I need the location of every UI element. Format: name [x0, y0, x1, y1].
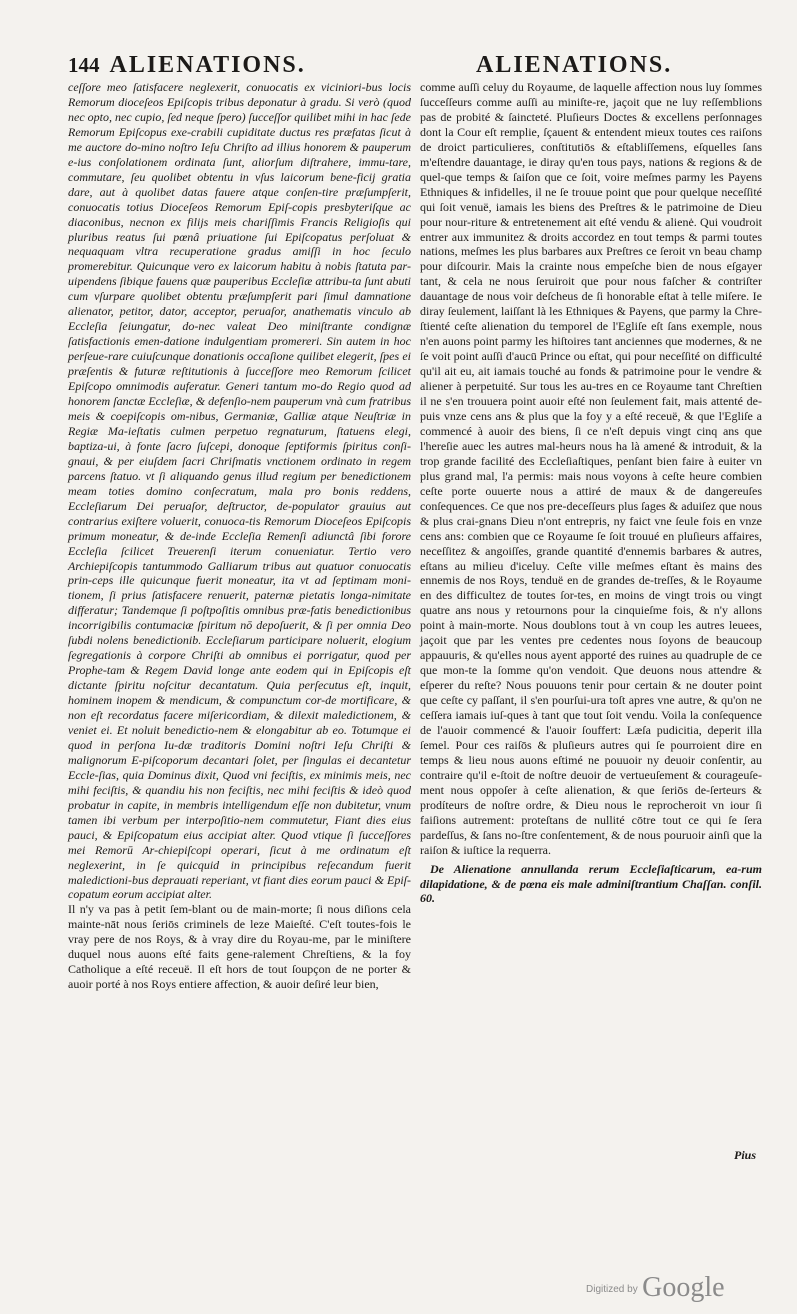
running-head-left-title: ALIENATIONS.: [109, 52, 306, 78]
right-column: [420, 80, 762, 906]
latin-charter-text: ceſſore meo ſatisfacere neglexerit, conuocatis ex viciniori-bus locis Remorum dioceſeos Epiſcopis tribus deponatur à gradu. Si verò (quod nec opto, nec cupio, ſed neque ſpero) ſucceſſor quilibet mihi in hac ſede Remorum Epiſcopus exe-crabili cupiditate ductus res præfatas ſicut à me auctore do-mino noſtro Ieſu Chriſto ad illius honorem & pauperum e-ius conſolationem ordinata ſunt, aliorſum diſtrahere, immu-tare, commutare, ſeu quolibet obtentu in vſus laicorum bene-ficij gratia dare, aut à quolibet datas fauere atque conſen-tire præſumpſerit, conuocatis totius Dioceſeos Remorum Epiſ-copis presbyteriſque ac diaconibus, necnon ex filijs meis chariſſimis Francis Religioſis qui pluribus reatus ſui pœnâ priuatione ſui Epiſcopatus perſoluat & nequaquam vltra recuperatione gradus amiſſi in hoc ſeculo promerebitur. Quicunque vero ex laicorum habitu à nobis ſtatuta par-uipendens ſibique fauens quæ pauperibus Eccleſiæ attribu-ta ſunt abuti cum vſurpare quolibet obtentu præſumpſerit pari ſimul damnatione alienator, petitor, dator, acceptor, peruaſor, anathematis vinculo ab Eccleſia ſeiungatur, do-nec valeat Deo miniſtrante condignæ ſatisfactionis emen-datione indulgentiam promereri. Sin autem in hoc perſeue-rare cuiuſcunque donationis occaſione quilibet elegerit, ſpes ei præſentis & futuræ reſtitutionis à ſucceſſore meo Remorum ſcilicet Epiſcopo omnimodis auferatur. Generi tantum mo-do Regio quod ad honorem ſanctæ Eccleſiæ, & defenſio-nem pauperum vnà cum fratribus meis & coepiſcopis om-nibus, Germaniæ, Galliæ atque Neuſtriæ in Regiæ Ma-ieſtatis culmen perpetuo regnaturum, ſtatuens elegi, baptiza-ui, à fonte ſacro ſuſcepi, donoque ſeptiformis ſpiritus conſi-gnaui, & per eiuſdem ſacri Chriſmatis vnctionem ordinato in regem parcens ſtatuo. vt ſi aliquando genus illud regium per benedictionem meam toties domino conſecratum, mala pro bonis reddens, Eccleſiarum Dei peruaſor, deſtructor, de-populator grauius aut contrarius exiſtere voluerit, conuoca-tis Remorum Dioceſeos Epiſcopis primum moneatur, & de-inde Eccleſia Remenſi adiunctâ ſibi forore Eccleſia ſcilicet Treuerenſi iterum conueniatur. Tertio vero Archiepiſcopis tantummodo Galliarum tribus aut quatuor conuocatis prin-ceps ille quicunque fuerit moneatur, ita vt ad ſeptimam moni-tionem, ſi prius ſatisfacere renuerit, paternæ pietatis longa-nimitate differatur; Tandemque ſi poſtpoſitis omnibus præ-fatis benedictionibus incorrigibilis contumaciæ ſpiritum nō depoſuerit, & ſi per omnia Deo ſubdi nolens benedictionib. Eccleſiarum participare noluerit, elogium ſegregationis à corpore Chriſti ab omnibus ei porrigatur, quod per Prophe-tam & Regem David longe ante eodem qui in Epiſcopis eſt dictante ſpiritu noſcitur decantatum. Quia perſecutus eſt, inquit, hominem inopem & mendicum, & compunctum cor-de mortificare, & non eſt recordatus facere miſericordiam, & dilexit maledictionem, & veniet ei. Et noluit benedictio-nem & elongabitur ab eo. Totumque ei quod in perſona Iu-dæ traditoris Domini noſtri Ieſu Chriſti & malignorum E-piſcoporum decantari ſolet, per ſingulas ei decantetur Eccle-ſias, quia Dominus dixit, Quod vni feciſtis, ex minimis meis, nec mihi feciſtis, & quandiu his non feciſtis, nec mihi feciſtis & ideò quod probatur in capite, in membris intelligendum eſſe non dubitetur, vnum tamen ibi verbum per interpoſitio-nem commutetur, Fiant dies eius pauci, & Epiſcopatum eius accipiat alter. Quod vtique ſi ſucceſſores mei Remorū Ar-chiepiſcopi operari, ſicut à me ordinatum eſt neglexerint, in ſe quicquid in principibus reſecandum fuerit maledictioni-bus deprauati reperiant, vt fiant dies eorum pauci & Epiſ-copatum eorum accipiat alter.: [68, 80, 411, 902]
side-note-reference: De Alienatione annullanda rerum Eccleſiaſticarum, ea-rum dilapidatione, & de pœna eis male adminiſtrantium Chaſſan. conſil. 60.: [420, 861, 762, 906]
french-commentary-right: comme auſſi celuy du Royaume, de laquelle affection nous luy ſommes ſucceſſeurs comme auſſi au miniſte-re, jaçoit que ne luy reſſemblions pas de probité & ſaincteté. Pluſieurs Doctes & excellens perſonnages dont la Cour eſt remplie, ſçauent & entendent mieux toutes ces raiſons de droict particulieres, conſtitutiōs & eſtabliſſemens, eſquelles ſans m'eſtendre dauantage, ie diray qu'en tous pays, nations & regions & de quel-que temps & ſaiſon que ce ſoit, voire meſmes parmy les Payens Ethniques & infidelles, il ne ſe trouue point que pour quelque neceſſité qui ſoit venuë, iamais les biens des Preſtres & le patrimoine de Dieu pour nour-riture & entretenement ait eſté vendu & alienė. Qui voudroit entrer aux immunitez & droits accordez en tout temps & parmi toutes nations, meſmes les plus barbares aux Preſtres ce ſeroit vn beau champ pour diſcourir. Mais la crainte nous empeſche bien de nous eſgayer tant, & cela ne nous ſeruiroit que pour nous faſcher & contriſter dauantage de nous voir deſcheus de ſi honorable eſtat à telle miſere. Ie diray ſeulement, laiſſant là les Ethniques & Payens, que parmy la Chre-ſtienté ceſte alienation du temporel de l'Egliſe eſt ſans exemple, nous n'en auons point parmy les hiſtoires tant anciennes que modernes, & ne ſe voit point auſſi d'aucū Prince ou eſtat, qui pour neceſſité on difficulté qu'il ait eu, ait iamais touché au fonds & patrimoine pour le vendre & aliener à perpetuité. Sur tous les au-tres en ce Royaume tant Chreſtien il ne s'en trouuera point auoir eſté non ſeulement fait, mais attenté de-puis vnze cens ans & plus que la foy y a eſté receuë, & que l'Egliſe a commencé à auoir des biens, ſi ce n'eſt depuis vingt cinq ans que l'hereſie auec les autres mal-heurs nous ha là amené & introduit, & la trop grande facilité des Eccleſiaſtiques, penſant bien faire à euiter vn plus grand mal, l'a permis: mais nous voyons à ceſte heure combien ceſte porte ouuerte nous a attiré de maux & de dangereuſes conſequences. Ce que nos pre-deceſſeurs plus ſages & aduiſez que nous & plus crai-gnans Dieu n'ont entrepris, ny faict vne ſeule fois en vnze cens ans: combien que ce Royaume ſe ſoit trouué en pluſieurs affaires, neceſſitez & angoiſſes, grande quantité d'ennemis barbares & autres, eſtans au milieu d'iceluy. Ceſte ville meſmes eſtant ès mains des ennemis de nos Roys, tenduë en de grandes de-treſſes, & le Royaume en des difficultez de toutes ſor-tes, en moins de vingt trois ou vingt quatre ans nous y retournons pour la cinquieſme fois, & n'y allons point à main-morte. Nous doublons tout à vn coup les autres leuees, jaçoit que par les ventes pre cedentes nous ſoyons de beaucoup appauuris, & qu'elles nous ayent apporté des ruines au quadruple de ce que mon-te la ſomme qu'on vendoit. Que deuons nous attendre & eſperer du reſte? Nous pouuons tenir pour certain & ne douter point que ceſte cy paſſant, il s'en pourſui-ura toſt apres vne autre, & qu'on ne ceſſera iamais iuſ-ques à tant que tout ſoit vendu. Voila la conſequence de l'auoir commencé & l'auoir ſouffert: Læſa pudicitia, deperit illa ſemel. Pour ces raiſōs & pluſieurs autres qui ſe pourroient dire en temps & lieu nous auons eſtimé ne pouuoir ny deuoir conſentir, au contraire qu'il e-ſtoit de noſtre deuoir de vertueuſement & courageuſe-ment nous oppoſer à ceſte alienation, & que ſeriōs de-ſerteurs & prodíteurs de noſtre ordre, & Dieu nous le reprocheroit vn iour ſi faiſions autrement: proteſtans de nullité cōtre tout ce qui ſe ſera pardeſſus, & ſans no-ſtre conſentement, & de nous pouruoir ainſi que la raiſon & iuſtice la requerra.: [420, 80, 762, 857]
running-head-left: [68, 52, 306, 79]
running-head-right: ALIENATIONS.: [476, 52, 673, 78]
left-column: [68, 80, 411, 992]
digitized-watermark: [586, 1272, 725, 1304]
google-logo-text: Google: [642, 1272, 725, 1303]
catchword: Pius: [734, 1148, 757, 1162]
digitized-by-label: Digitized by: [586, 1284, 638, 1295]
page-number: 144: [68, 53, 100, 77]
french-commentary-left: Il n'y va pas à petit ſem-blant ou de main-morte; ſi nous diſions cela mainte-nāt nous ſeriōs criminels de leze Maieſté. C'eſt toutes-fois le vray pere de nos Roys, & à vray dire du Royau-me, par le miniſtere duquel nous auons eſté faits gene-ralement Chreſtiens, & la foy Catholique a eſté receuë. Il eſt hors de tout ſoupçon de ne porter & auoir porté à nos Roys entiere affection, & auoir deſiré leur bien,: [68, 902, 411, 992]
